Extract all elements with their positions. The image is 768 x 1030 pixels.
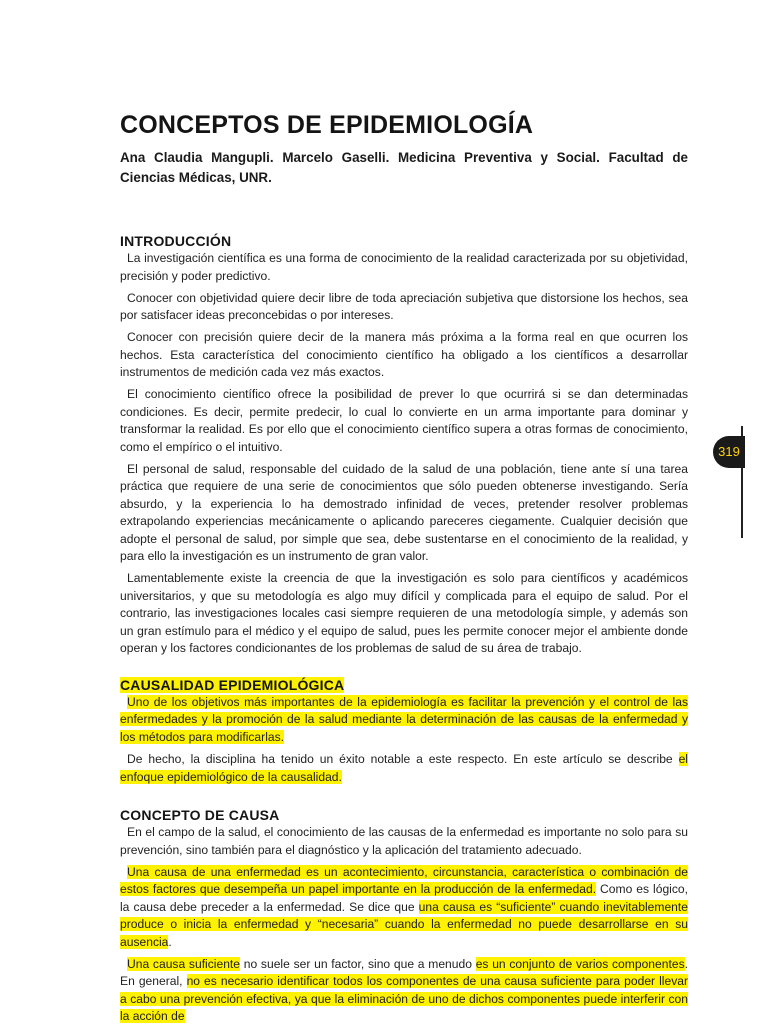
section-heading-introduccion: INTRODUCCIÓN	[120, 233, 232, 249]
highlighted-text: es un conjunto de varios componentes	[475, 956, 685, 971]
article-authors: Ana Claudia Mangupli. Marcelo Gaselli. Medicina Preventiva y Social. Facultad de Ciencias Médicas, UNR.	[120, 150, 688, 185]
section-heading-causalidad	[120, 676, 688, 694]
paragraph-text: De hecho, la disciplina ha tenido un éxito notable a este respecto. En este artículo se describe	[127, 752, 679, 767]
paragraph: El conocimiento científico ofrece la posibilidad de prever lo que ocurrirá si se dan determinadas condiciones. Es decir, permite predecir, lo cual lo convierte en un arma importante para dominar y transformar la realidad. Es por ello que el conocimiento científico supera a otras formas de conocimiento, como el empírico o el intuitivo.	[120, 387, 688, 454]
highlighted-text: no es necesario identificar todos los componentes de una causa suficiente para poder llevar a cabo una prevención efectiva, ya que la eliminación de uno de dichos componentes puede interferir con la acción de	[120, 974, 689, 1024]
paragraph: Conocer con objetividad quiere decir libre de toda apreciación subjetiva que distorsione los hechos, sea por satisfacer ideas preconcebidas o por intereses.	[120, 290, 688, 323]
paragraph	[120, 694, 688, 747]
highlighted-text: CAUSALIDAD EPIDEMIOLÓGICA	[120, 676, 345, 693]
paragraph: En el campo de la salud, el conocimiento de las causas de la enfermedad es importante no solo para su prevención, sino también para el diagnóstico y la aplicación del tratamiento adecuado.	[120, 825, 688, 857]
highlighted-text: Una causa de una enfermedad es un acontecimiento, circunstancia, característica o combinación de estos factores que desempeña un papel importante en la producción de la enfermedad.	[120, 864, 688, 897]
highlighted-text: una causa es “suficiente” cuando inevitablemente produce o inicia la enfermedad y “necesaria” cuando la enfermedad no puede desarrollarse en su ausencia	[120, 899, 688, 949]
paragraph	[120, 751, 688, 786]
article-title: CONCEPTOS DE EPIDEMIOLOGÍA	[120, 111, 534, 139]
paragraph	[120, 956, 688, 1026]
paragraph-text: .	[168, 934, 172, 949]
page-number-badge: 319	[713, 436, 745, 468]
section-heading-concepto-de-causa: CONCEPTO DE CAUSA	[120, 807, 280, 824]
paragraph-text: Como es lógico, la causa debe preceder a la enfermedad. Se dice que	[120, 882, 688, 914]
highlighted-text: Una causa suficiente	[127, 956, 241, 971]
paragraph	[120, 864, 688, 952]
article	[120, 110, 688, 1030]
paragraph: El personal de salud, responsable del cuidado de la salud de una población, tiene ante sí una tarea práctica que requiere de una serie de conocimientos que sólo pueden obtenerse investigando. Sería absurdo, y la experiencia lo ha demostrado infinidad de veces, pretender resolver problemas extrapolando experiencias mecánicamente o aplicando pareceres ciegamente. Cualquier decisión que adopte el personal de salud, por simple que sea, debe sustentarse en el conocimiento de la realidad, y para ello la investigación es un instrumento de gran valor.	[120, 461, 688, 564]
paragraph: La investigación científica es una forma de conocimiento de la realidad caracterizada por su objetividad, precisión y poder predictivo.	[120, 251, 688, 283]
paragraph: Conocer con precisión quiere decir de la manera más próxima a la forma real en que ocurren los hechos. Esta característica del conocimiento científico ha obligado a los científicos a desarrollar instrumentos de medición cada vez más exactos.	[120, 330, 688, 380]
highlighted-text: el enfoque epidemiológico de la causalidad.	[120, 752, 688, 784]
paragraph-text: no suele ser un factor, sino que a menudo	[240, 956, 476, 971]
paragraph: Lamentablemente existe la creencia de que la investigación es solo para científicos y académicos universitarios, y que su metodología es algo muy difícil y complicada para el equipo de salud. Por el contrario, las investigaciones locales casi siempre requieren de una metodología simple, y además son un gran estímulo para el médico y el equipo de salud, pues les permite conocer mejor el ambiente donde operan y los factores condicionantes de los problemas de salud de su área de trabajo.	[120, 571, 688, 656]
highlighted-text: Uno de los objetivos más importantes de la epidemiología es facilitar la prevención y el control de las enfermedades y la promoción de la salud mediante la determinación de las causas de la enfermedad y los métodos para modificarlas.	[120, 694, 688, 744]
paragraph-text: . En general,	[120, 956, 688, 989]
